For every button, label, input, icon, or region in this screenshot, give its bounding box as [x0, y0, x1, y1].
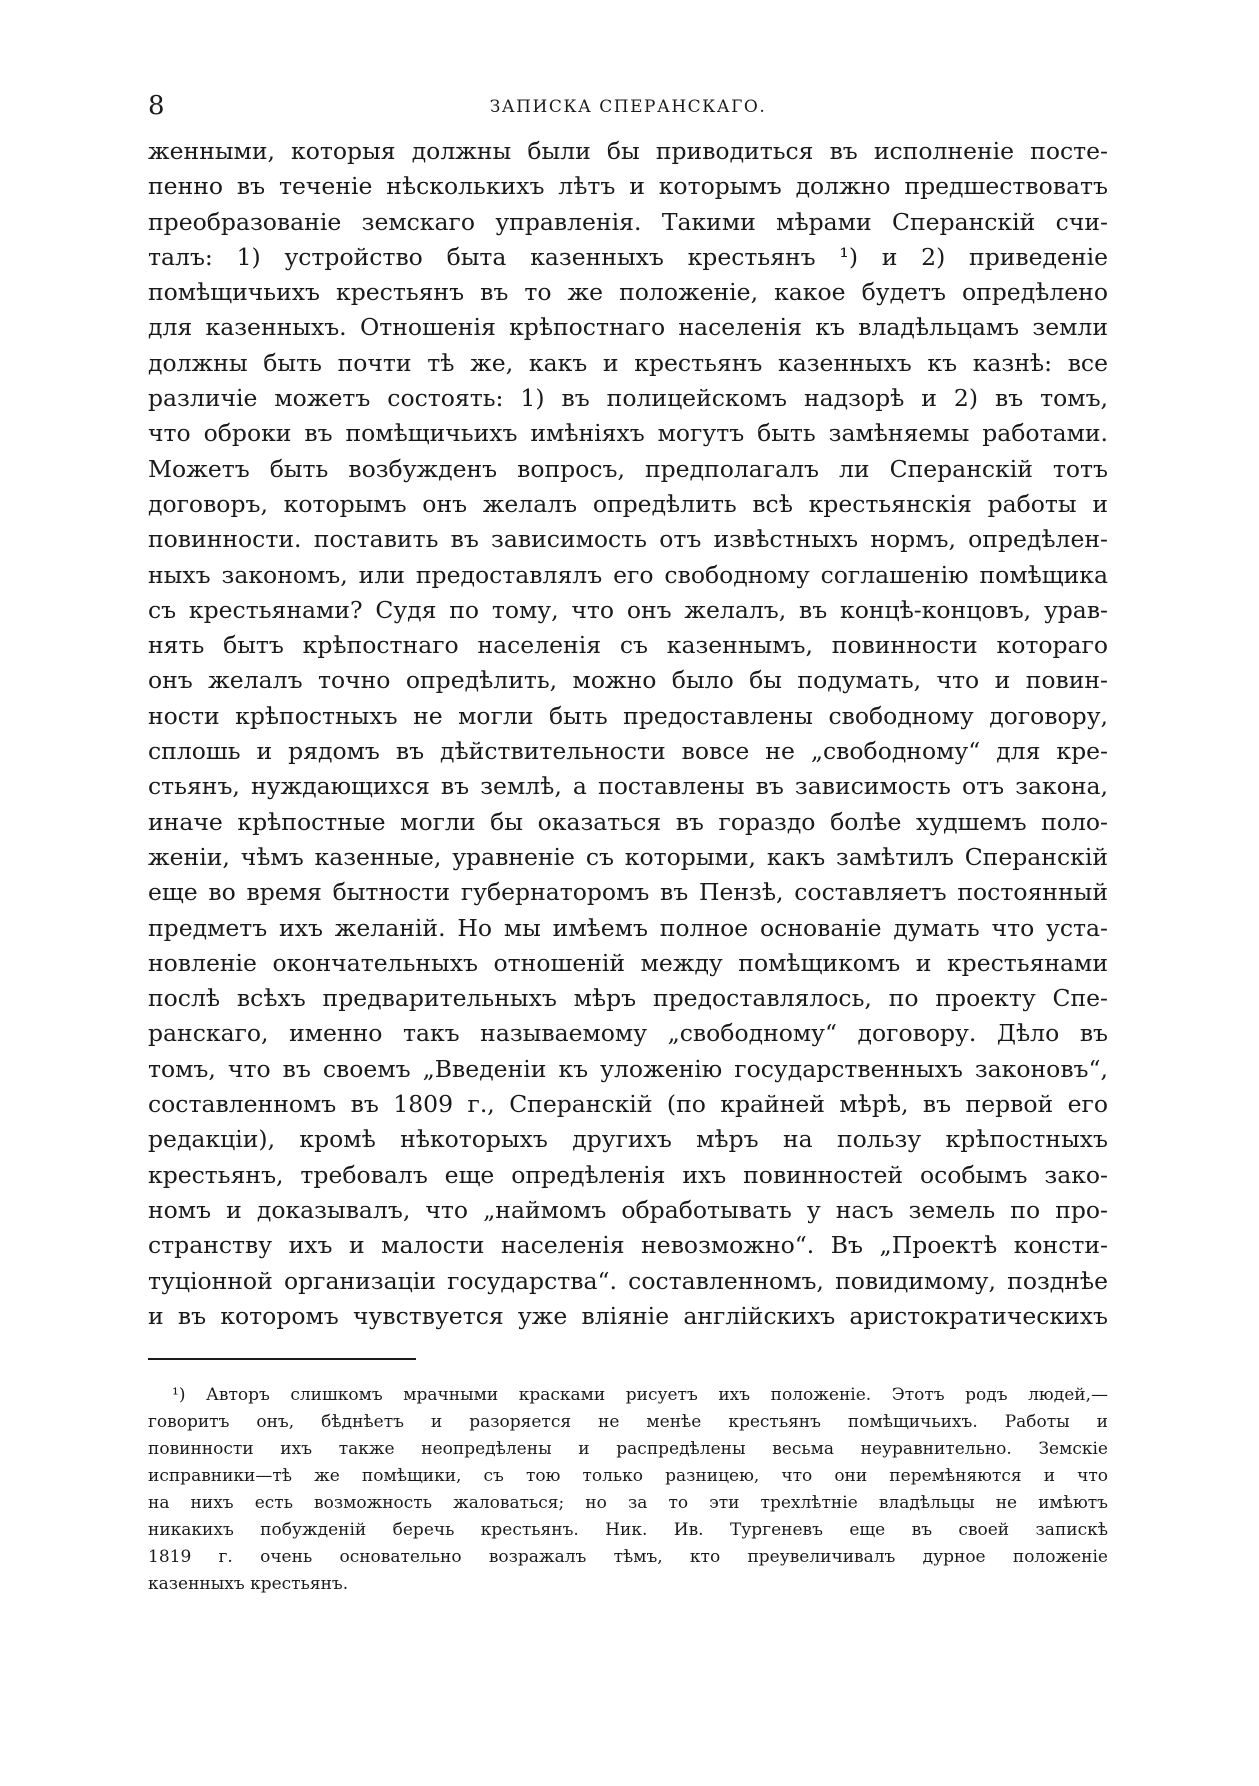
body-line: новленіе окончательныхъ отношеній между помѣщикомъ и крестьянами: [148, 948, 1108, 977]
footnote-line: никакихъ побужденій беречь крестьянъ. Ник. Ив. Тургеневъ еще въ своей запискѣ: [148, 1520, 1108, 1541]
body-line: и въ которомъ чувствуется уже вліяніе англійскихъ аристократическихъ: [148, 1301, 1108, 1330]
page-number: 8: [148, 91, 165, 121]
body-line: женными, которыя должны были бы приводиться въ исполненіе посте-: [148, 137, 1108, 165]
running-head: [148, 90, 1108, 130]
body-line: Можетъ быть возбужденъ вопросъ, предполагалъ ли Сперанскій тотъ: [148, 454, 1108, 483]
footnote-line: исправники—тѣ же помѣщики, съ тою только разницею, что они перемѣняются и что: [148, 1466, 1108, 1487]
footnote-line: ¹) Авторъ слишкомъ мрачными красками рисуетъ ихъ положеніе. Этотъ родъ людей,—: [172, 1385, 1108, 1406]
body-line: талъ: 1) устройство быта казенныхъ крестьянъ ¹) и 2) приведеніе: [148, 242, 1108, 271]
footnote-line: на нихъ есть возможность жаловаться; но за то эти трехлѣтніе владѣльцы не имѣютъ: [148, 1493, 1108, 1514]
body-line: номъ и доказывалъ, что „наймомъ обработывать у насъ земель по про-: [148, 1195, 1108, 1224]
body-line: предметъ ихъ желаній. Но мы имѣемъ полное основаніе думать что уста-: [148, 913, 1108, 942]
body-line: стьянъ, нуждающихся въ землѣ, а поставлены въ зависимость отъ закона,: [148, 772, 1108, 801]
body-line: преобразованіе земскаго управленія. Такими мѣрами Сперанскій счи-: [148, 207, 1108, 236]
body-line: ранскаго, именно такъ называемому „свободному“ договору. Дѣло въ: [148, 1019, 1108, 1048]
body-line: томъ, что въ своемъ „Введеніи къ уложенію государственныхъ законовъ“,: [148, 1054, 1108, 1083]
body-line: еще во время бытности губернаторомъ въ Пензѣ, составляетъ постоянный: [148, 878, 1108, 907]
body-line: ныхъ закономъ, или предоставлялъ его свободному соглашенію помѣщика: [148, 560, 1108, 589]
footnote-line: говоритъ онъ, бѣднѣетъ и разоряется не менѣе крестьянъ помѣщичьихъ. Работы и: [148, 1412, 1108, 1433]
body-line: странству ихъ и малости населенія невозможно“. Въ „Проектѣ консти-: [148, 1231, 1108, 1260]
body-line: онъ желалъ точно опредѣлить, можно было бы подумать, что и повин-: [148, 666, 1108, 695]
body-line: туціонной организаціи государства“. составленномъ, повидимому, позднѣе: [148, 1266, 1108, 1295]
body-line: договоръ, которымъ онъ желалъ опредѣлить всѣ крестьянскія работы и: [148, 489, 1108, 518]
footnote-line: 1819 г. очень основательно возражалъ тѣмъ, кто преувеличивалъ дурное положеніе: [148, 1547, 1108, 1568]
body-line: нять бытъ крѣпостнаго населенія съ казеннымъ, повинности котораго: [148, 631, 1108, 660]
body-line: съ крестьянами? Судя по тому, что онъ желалъ, въ концѣ-концовъ, урав-: [148, 595, 1108, 624]
body-line: повинности. поставить въ зависимость отъ извѣстныхъ нормъ, опредѣлен-: [148, 525, 1108, 554]
body-line: помѣщичьихъ крестьянъ въ то же положеніе, какое будетъ опредѣлено: [148, 278, 1108, 307]
running-title: ЗАПИСКА СПЕРАНСКАГО.: [489, 97, 767, 117]
body-line: различіе можетъ состоять: 1) въ полицейскомъ надзорѣ и 2) въ томъ,: [148, 384, 1108, 413]
body-line: сплошь и рядомъ въ дѣйствительности вовсе не „свободному“ для кре-: [148, 737, 1108, 766]
body-line: для казенныхъ. Отношенія крѣпостнаго населенія къ владѣльцамъ земли: [148, 313, 1108, 342]
book-page: [148, 90, 1108, 1598]
body-line: составленномъ въ 1809 г., Сперанскій (по крайней мѣрѣ, въ первой его: [148, 1090, 1108, 1119]
footnote: [148, 1382, 1108, 1598]
body-line: послѣ всѣхъ предварительныхъ мѣръ предоставлялось, по проекту Спе-: [148, 984, 1108, 1013]
body-line: должны быть почти тѣ же, какъ и крестьянъ казенныхъ къ казнѣ: все: [148, 348, 1108, 377]
body-line: что оброки въ помѣщичьихъ имѣніяхъ могутъ быть замѣняемы работами.: [148, 419, 1108, 448]
body-line: иначе крѣпостные могли бы оказаться въ гораздо болѣе худшемъ поло-: [148, 807, 1108, 836]
body-line: пенно въ теченіе нѣсколькихъ лѣтъ и которымъ должно предшествоватъ: [148, 172, 1108, 201]
body-line: женіи, чѣмъ казенные, уравненіе съ которыми, какъ замѣтилъ Сперанскій: [148, 842, 1108, 871]
footnote-line: повинности ихъ также неопредѣлены и распредѣлены весьма неуравнительно. Земскіе: [148, 1439, 1108, 1460]
body-text: [148, 134, 1108, 1334]
body-line: редакціи), кромѣ нѣкоторыхъ другихъ мѣръ на пользу крѣпостныхъ: [148, 1125, 1108, 1154]
body-line: крестьянъ, требовалъ еще опредѣленія ихъ повинностей особымъ зако-: [148, 1160, 1108, 1189]
body-line: ности крѣпостныхъ не могли быть предоставлены свободному договору,: [148, 701, 1108, 730]
footnote-line: казенныхъ крестьянъ.: [148, 1574, 349, 1595]
footnote-divider: [148, 1358, 416, 1360]
